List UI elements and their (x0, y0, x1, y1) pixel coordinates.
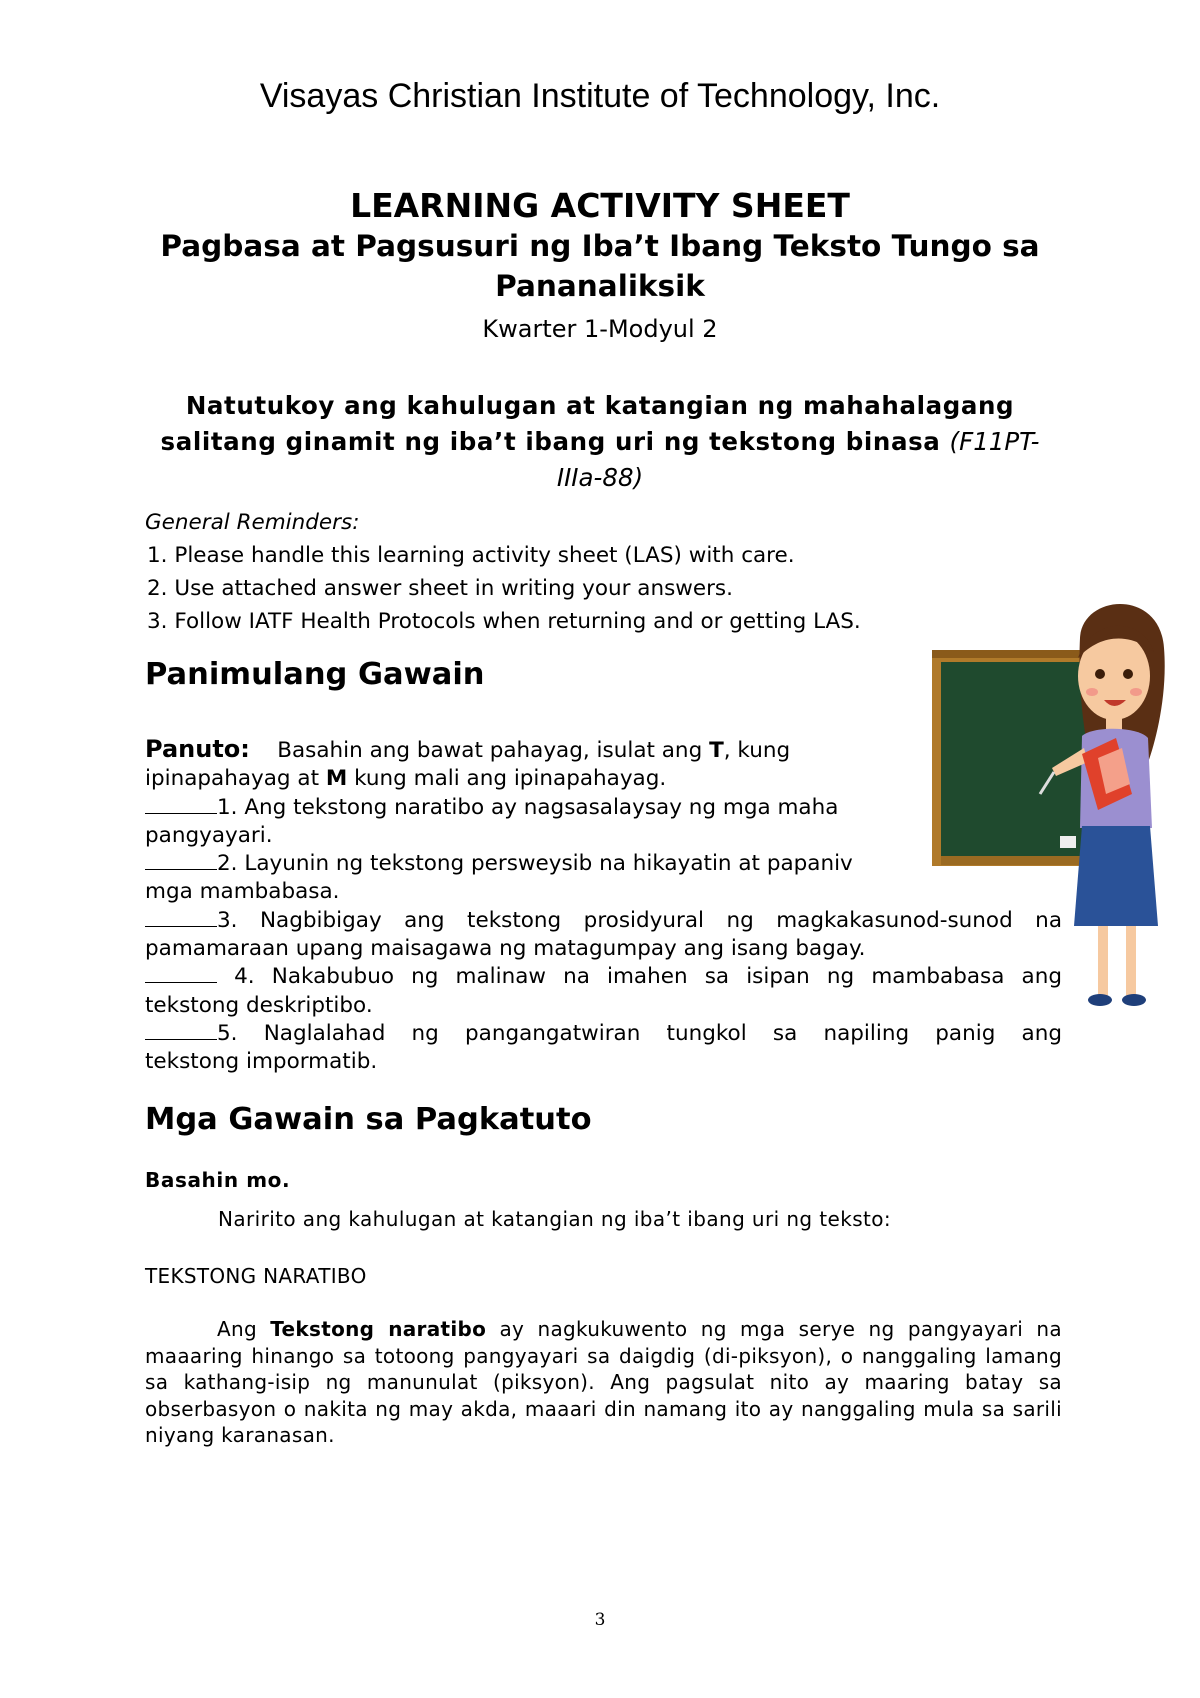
panuto-instructions (145, 735, 935, 765)
tekstong-naratibo-heading: TEKSTONG NARATIBO (145, 1264, 367, 1288)
quiz-item-text-cont: pamamaraan upang maisagawa ng matagumpay ang isang bagay. (145, 936, 866, 962)
panuto-line-2 (145, 765, 1062, 793)
basahin-label: Basahin mo. (145, 1168, 291, 1192)
answer-blank[interactable] (145, 851, 217, 870)
cheek (1086, 688, 1098, 696)
quiz-item-text: 5. Naglalahad ng pangangatwiran tungkol sa napiling panig ang (217, 1020, 1062, 1046)
quiz-item-text-cont: tekstong impormatib. (145, 1049, 378, 1075)
answer-blank[interactable] (145, 908, 217, 927)
cheek (1130, 688, 1142, 696)
quiz-item-text: 2. Layunin ng tekstong persweysib na hikayatin at papaniv (217, 851, 853, 877)
subject-title: Pagbasa at Pagsusuri ng Iba’t Ibang Teksto Tungo sa Pananaliksik (160, 229, 1040, 303)
chalk-tray (941, 856, 1094, 865)
quiz-item (145, 794, 1062, 851)
panuto-m: M (325, 766, 348, 792)
shoe (1122, 994, 1146, 1006)
panuto-text: Basahin ang bawat pahayag, isulat ang (277, 738, 703, 763)
quiz-item-text-cont: tekstong deskriptibo. (145, 992, 373, 1018)
page-number: 3 (594, 1610, 606, 1630)
general-reminders (145, 506, 1065, 638)
sheet-title: LEARNING ACTIVITY SHEET (350, 186, 850, 225)
answer-blank[interactable] (145, 795, 217, 814)
quiz-item (145, 963, 1062, 1020)
panuto-block (145, 735, 1062, 1077)
reminders-heading: General Reminders: (145, 510, 360, 535)
panuto-t: T (709, 738, 724, 763)
quiz-item (145, 1020, 1062, 1077)
shoe (1088, 994, 1112, 1006)
answer-blank[interactable] (145, 1021, 217, 1040)
quiz-item-text: 1. Ang tekstong naratibo ay nagsasalaysay ng mga maha (217, 794, 839, 820)
para-text: Ang (217, 1317, 257, 1341)
eye (1123, 669, 1133, 679)
chalkboard-frame-top (932, 650, 1102, 658)
competency-text: Natutukoy ang kahulugan at katangian ng mahahalagang salitang ginamit ng iba’t ibang uri ng tekstong binasa (160, 391, 1015, 456)
quiz-item (145, 850, 1062, 907)
leg (1126, 926, 1136, 996)
para-text: ay nagkukuwento ng mga serye ng pangyayari na maaaring hinango sa totoong pangyayari sa daigdig (di-piksyon), o nanggaling lamang sa kathang-isip ng manunulat (piksyon). Ang pagsulat nito ay maaring batay sa obserbasyon o nakita ng may akda, maaari din namang ito ay nanggaling mula sa sarili niyang karanasan. (145, 1317, 1062, 1447)
panuto-text: ipinapahayag at (145, 766, 320, 792)
reminder-item: 1. Please handle this learning activity sheet (LAS) with care. (147, 543, 795, 568)
competency-code: (F11PT-IIIa-88) (556, 427, 1040, 492)
answer-blank[interactable] (145, 964, 217, 983)
section-heading-panimulang-gawain: Panimulang Gawain (145, 657, 485, 692)
reminder-item: 3. Follow IATF Health Protocols when returning and or getting LAS. (147, 609, 861, 634)
quiz-item-text-cont: mga mambabasa. (145, 879, 340, 905)
learning-competency (150, 388, 1050, 496)
skirt (1074, 826, 1158, 926)
intro-text: Naririto ang kahulugan at katangian ng iba’t ibang uri ng teksto: (218, 1207, 892, 1231)
panuto-text: , kung (723, 738, 791, 763)
school-name: Visayas Christian Institute of Technology, Inc. (259, 77, 941, 115)
tekstong-naratibo-paragraph (145, 1316, 1062, 1449)
panuto-text: kung mali ang ipinapahayag. (354, 766, 667, 792)
leg (1098, 926, 1108, 996)
quiz-item-text-cont: pangyayari. (145, 822, 273, 848)
section-heading-mga-gawain: Mga Gawain sa Pagkatuto (145, 1102, 592, 1137)
eye (1095, 669, 1105, 679)
quiz-item-text: 3. Nagbibigay ang tekstong prosidyural ng magkakasunod-sunod na (217, 907, 1062, 933)
quarter-module: Kwarter 1-Modyul 2 (482, 315, 718, 343)
teacher-with-chalkboard-icon (932, 598, 1172, 1018)
quiz-item-text: 4. Nakabubuo ng malinaw na imahen sa isipan ng mambabasa ang (217, 964, 1062, 990)
eraser (1060, 836, 1076, 848)
para-term: Tekstong naratibo (270, 1317, 487, 1341)
panuto-label: Panuto: (145, 735, 250, 763)
quiz-item (145, 907, 1062, 964)
reminder-item: 2. Use attached answer sheet in writing your answers. (147, 576, 733, 601)
